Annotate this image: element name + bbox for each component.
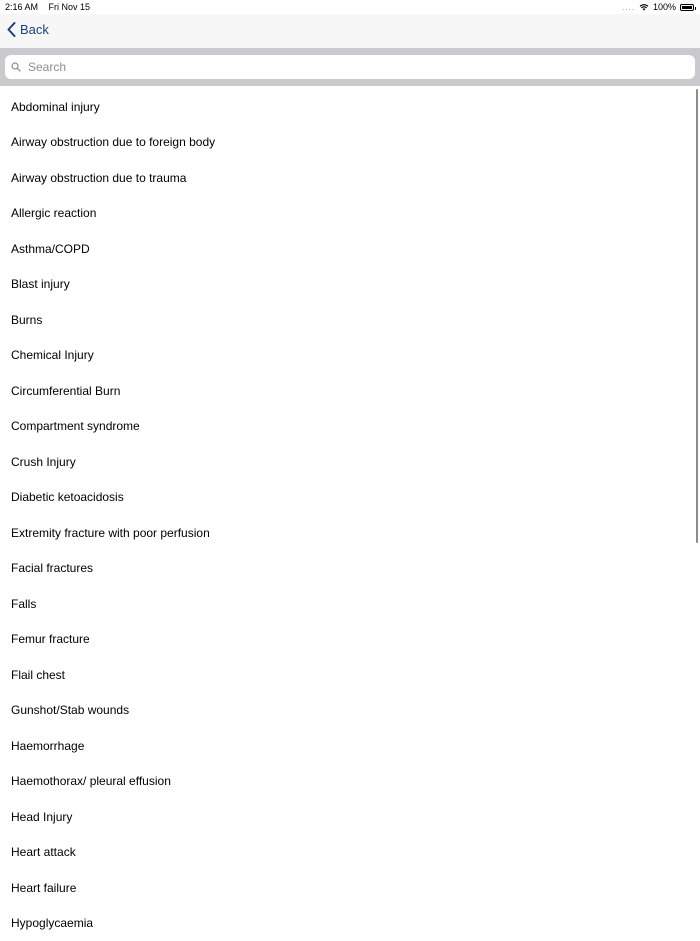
search-bar [0,48,700,86]
list-item[interactable]: Haemorrhage [0,728,700,764]
status-date: Fri Nov 15 [49,2,91,12]
back-button[interactable] [7,22,49,37]
list-item[interactable]: Crush Injury [0,444,700,480]
list-item[interactable]: Airway obstruction due to trauma [0,160,700,196]
list-item[interactable]: Falls [0,586,700,622]
list-item[interactable]: Flail chest [0,657,700,693]
list-item[interactable]: Circumferential Burn [0,373,700,409]
list-item[interactable]: Extremity fracture with poor perfusion [0,515,700,551]
list-item[interactable]: Heart attack [0,835,700,871]
search-icon [11,62,21,72]
search-input[interactable] [26,59,630,75]
back-label: Back [20,22,49,37]
list-item[interactable]: Diabetic ketoacidosis [0,480,700,516]
status-time: 2:16 AM [5,2,38,12]
list-item[interactable]: Haemothorax/ pleural effusion [0,764,700,800]
list-item[interactable]: Gunshot/Stab wounds [0,693,700,729]
condition-list [0,89,700,941]
battery-icon [680,4,694,11]
list-item[interactable]: Allergic reaction [0,196,700,232]
list-item[interactable]: Femur fracture [0,622,700,658]
scrollbar[interactable] [696,89,698,543]
chevron-left-icon [7,22,16,37]
wifi-icon [639,3,649,11]
list-item[interactable]: Heart failure [0,870,700,906]
list-item[interactable]: Burns [0,302,700,338]
battery-level [682,6,692,9]
status-right [622,2,694,12]
battery-percent: 100% [653,2,676,12]
list-item[interactable]: Airway obstruction due to foreign body [0,125,700,161]
list-item[interactable]: Facial fractures [0,551,700,587]
status-left [5,2,90,12]
status-bar [0,0,700,14]
search-field[interactable] [5,55,695,79]
list-item[interactable]: Chemical Injury [0,338,700,374]
list-item[interactable]: Asthma/COPD [0,231,700,267]
signal-icon: .... [622,3,635,12]
nav-bar [0,14,700,48]
list-item[interactable]: Abdominal injury [0,89,700,125]
list-item[interactable]: Blast injury [0,267,700,303]
list-item[interactable]: Hypoglycaemia [0,906,700,941]
list-item[interactable]: Compartment syndrome [0,409,700,445]
list-item[interactable]: Head Injury [0,799,700,835]
